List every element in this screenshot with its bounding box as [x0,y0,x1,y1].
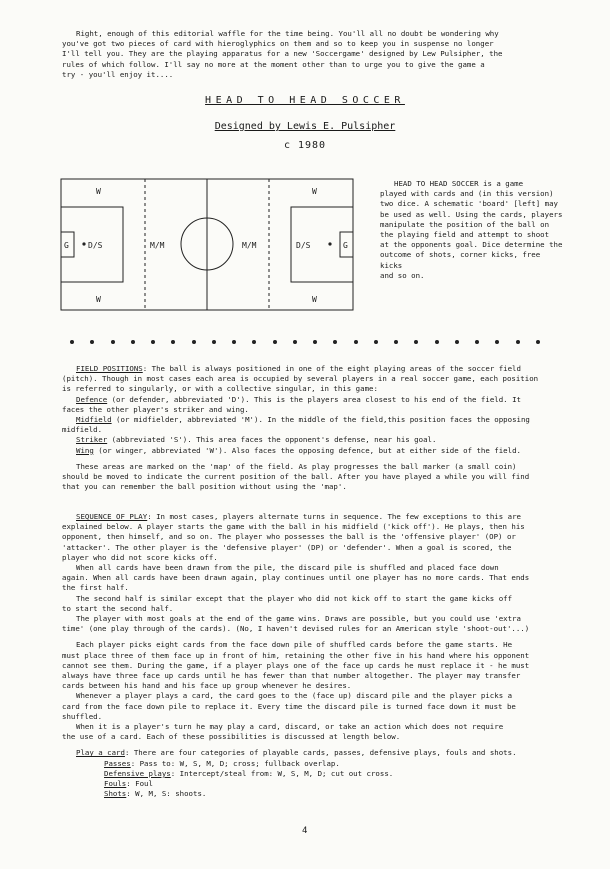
midfield-label: Midfield [76,415,112,425]
zone-defense-right: D/S [296,241,311,250]
description-line: manipulate the position of the ball on [380,219,550,229]
description-line: played with cards and (in this version) [380,189,554,199]
wing-label: Wing [76,445,94,455]
intro-line: Right, enough of this editorial waffle for the time being. You'll all no doubt be wondering why [76,29,499,38]
zone-midfield-left: M/M [150,241,165,250]
description-line: two dice. A schematic 'board' [left] may [380,199,558,209]
sequence-heading: SEQUENCE OF PLAY [76,512,148,521]
intro-line: rules of which follow. I'll say no more at the moment other than to urge you to give the game a [62,59,485,69]
description-line: at the opponents goal. Dice determine the [380,240,563,250]
play-a-card-heading: Play a card [76,748,125,758]
zone-midfield-right: M/M [242,241,257,250]
defensive-plays-label: Defensive plays [104,768,171,778]
zone-goal-right: G [343,241,348,250]
left-penalty-spot [82,242,85,245]
passes-label: Passes [104,758,131,768]
copyright-line: c 1980 [283,140,327,151]
intro-line: I'll tell you. They are the playing apparatus for a new 'Soccergame' designed by Lew Pulsipher, the [62,49,503,59]
article-title: HEAD TO HEAD SOCCER [205,95,405,106]
section-divider-dots [70,340,540,344]
field-schematic [60,178,354,311]
description-line: be used as well. Using the cards, players [380,209,563,219]
description-line: the playing field and attempt to shoot [380,230,550,240]
intro-line: try - you'll enjoy it.... [62,69,174,79]
intro-paragraph [62,29,562,80]
striker-label: Striker [76,435,108,445]
right-penalty-spot [328,242,331,245]
description-line: and so on. [380,270,425,280]
sequence-of-play-section: SEQUENCE OF PLAY: In most cases, players alternate turns in sequence. The few exceptions to this are explained below. A player starts the game with the ball in his midfield ('kick off'). He plays, then his opponent, then himself, and so on. The player who possesses the ball is the 'offensive player' (OP) or 'attacker'. The other player is the 'defensive player' (DP) or 'defender'. When a goal is scored, the player who did not score kicks off. When all cards have been drawn from the pile, the discard pile is shuffled and placed face down again. When all cards have been drawn again, play continues until one player has no more cards. That ends the first half. The second half is similar except that the player who did not kick off to start the game kicks off to start the second half. The player with most goals at the end of the game wins. Draws are possible, but you could use 'extra time' (one play through of the cards). (No, I haven't devised rules for an American style 'shoot-out'...) Each player picks eight cards from the face down pile of shuffled cards before the game starts. He must place three of them face up in front of him, retaining the other five in his hand where his opponent cannot see them. During the game, if a player plays one of the face up cards he must replace it - he must always have three face up cards until he has fewer than that number altogether. The player may transfer cards between his hand and his face up group whenever he desires. Whenever a player plays a card, the card goes to the (face up) discard pile and the player picks a card from the face down pile to replace it. Every time the discard pile is turned face down it must be shuffled. When it is a player's turn he may play a card, discard, or take an action which does not require the use of a card. Each of these possibilities is discussed at length below. Play a card: There are four categories of playable cards, passes, defensive plays, fouls and shots. Passes: Pass to: W, S, M, D; cross; fullback overlap. Defensive plays: Intercept/steal from: W, S, M, D; cut out cross. Fouls: Foul Shots: W, M, S: shoots. [62,512,530,799]
description-line: outcome of shots, corner kicks, free kicks [380,250,541,270]
designer-line: Designed by Lewis E. Pulsipher [214,121,396,132]
intro-line: you've got two pieces of card with hieroglyphics on them and so to keep you in suspense no longer [62,39,494,49]
zone-wing-top-left: W [96,187,101,196]
shots-label: Shots [104,789,127,799]
zone-goal-left: G [64,241,69,250]
zone-wing-top-right: W [312,187,317,196]
page-number: 4 [302,826,308,836]
defence-label: Defence [76,394,108,404]
field-positions-section: FIELD POSITIONS: The ball is always positioned in one of the eight playing areas of the soccer field (pitch). Though in most cases each area is occupied by several players in a real soccer game, each position is referred to singularly, or with a collective singular, in this game: Defence (or defender, abbreviated 'D'). This is the players area closest to his end of the field. It faces the other player's striker and wing. Midfield (or midfielder, abbreviated 'M'). In the middle of the field,this position faces the opposing midfield. Striker (abbreviated 'S'). This area faces the opponent's defense, near his goal. Wing (or winger, abbreviated 'W'). Also faces the opposing defence, but at either side of the field. These areas are marked on the 'map' of the field. As play progresses the ball marker (a small coin) should be moved to indicate the current position of the ball. After you have played a while you will find that you can remember the ball position without using the 'map'. [62,364,539,492]
zone-defense-left: D/S [88,241,103,250]
fouls-label: Fouls [104,779,127,789]
zone-wing-bottom-right: W [312,295,317,304]
description-line: HEAD TO HEAD SOCCER is a game [394,179,524,188]
field-positions-heading: FIELD POSITIONS [76,364,143,373]
zone-wing-bottom-left: W [96,295,101,304]
game-description [380,179,566,281]
